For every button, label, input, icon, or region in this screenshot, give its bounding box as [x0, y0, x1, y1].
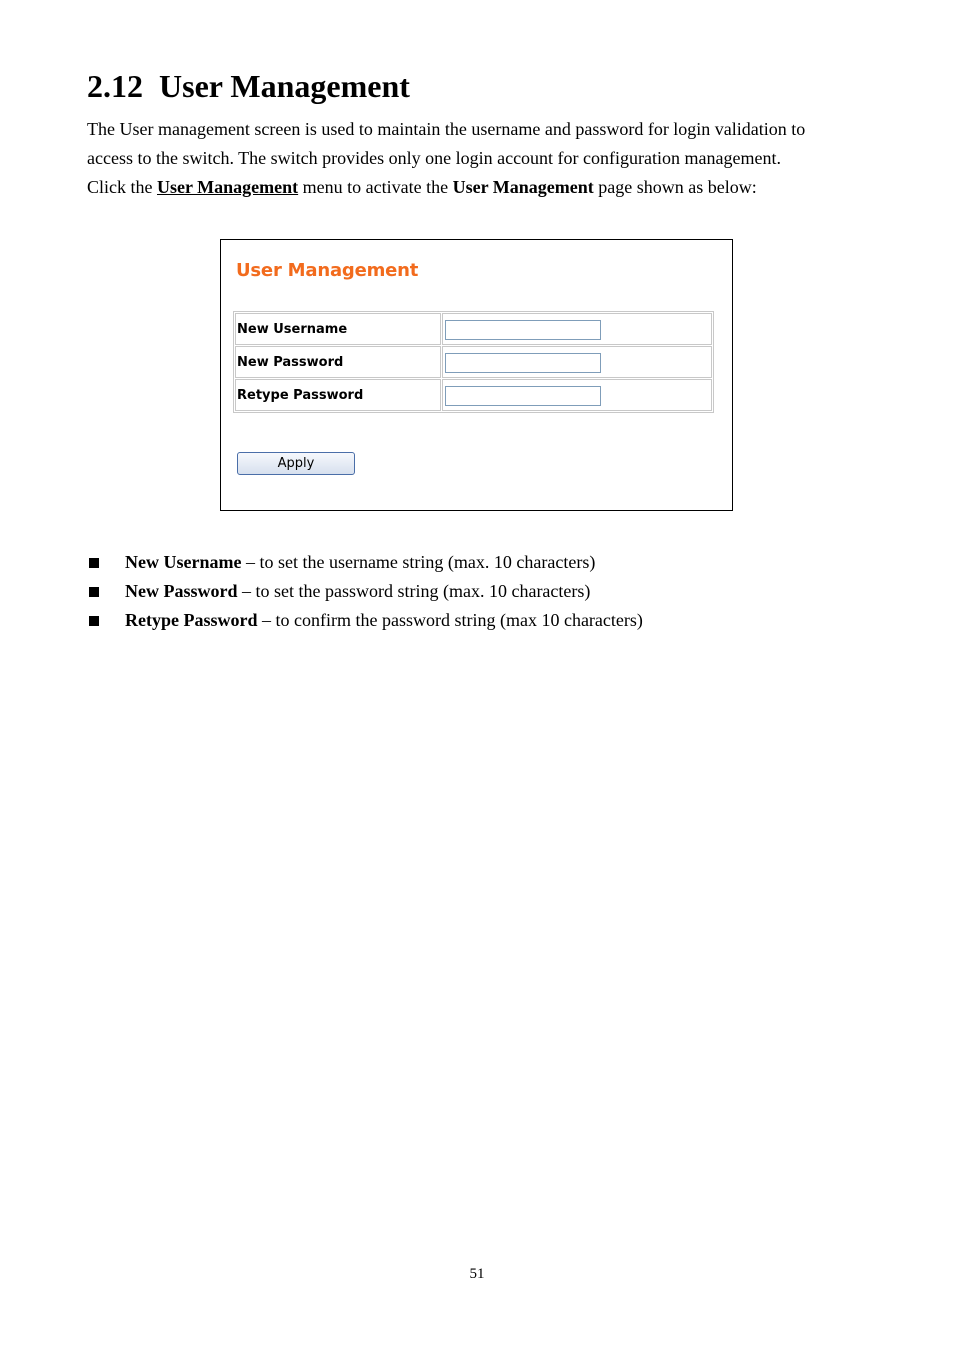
table-row	[235, 379, 712, 411]
bullet-term: New Password	[125, 581, 238, 601]
bullet-square-icon	[89, 558, 99, 568]
new-username-label: New Username	[235, 313, 441, 345]
table-row	[235, 313, 712, 345]
intro-line-1: The User management screen is used to maintain the username and password for login validation to	[87, 119, 806, 139]
user-form-table	[233, 311, 714, 413]
bullet-term: New Username	[125, 552, 242, 572]
retype-password-input[interactable]	[445, 386, 601, 406]
table-row	[235, 346, 712, 378]
bullet-description: – to confirm the password string (max 10 characters)	[257, 610, 643, 630]
new-password-label: New Password	[235, 346, 441, 378]
list-item	[87, 606, 643, 635]
intro-line-3-middle: menu to activate the	[298, 177, 453, 197]
intro-line-2: access to the switch. The switch provides only one login account for configuration management.	[87, 148, 781, 168]
user-management-page-name: User Management	[452, 177, 594, 197]
user-management-menu-link[interactable]: User Management	[157, 177, 299, 197]
intro-line-3-suffix: page shown as below:	[593, 177, 757, 197]
section-heading	[87, 66, 410, 106]
section-title: User Management	[159, 68, 410, 104]
field-description-list	[87, 548, 643, 635]
bullet-square-icon	[89, 587, 99, 597]
bullet-description: – to set the username string (max. 10 characters)	[241, 552, 596, 572]
section-number: 2.12	[87, 68, 143, 104]
bullet-term: Retype Password	[125, 610, 258, 630]
new-password-input[interactable]	[445, 353, 601, 373]
bullet-description: – to set the password string (max. 10 characters)	[237, 581, 591, 601]
page-number: 51	[469, 1266, 485, 1282]
list-item	[87, 548, 643, 577]
intro-paragraph	[87, 115, 877, 202]
user-management-screenshot	[220, 239, 733, 511]
apply-button[interactable]: Apply	[237, 452, 355, 475]
bullet-square-icon	[89, 616, 99, 626]
retype-password-label: Retype Password	[235, 379, 441, 411]
screenshot-title: User Management	[236, 260, 419, 281]
list-item	[87, 577, 643, 606]
new-username-input[interactable]	[445, 320, 601, 340]
intro-line-3-prefix: Click the	[87, 177, 157, 197]
